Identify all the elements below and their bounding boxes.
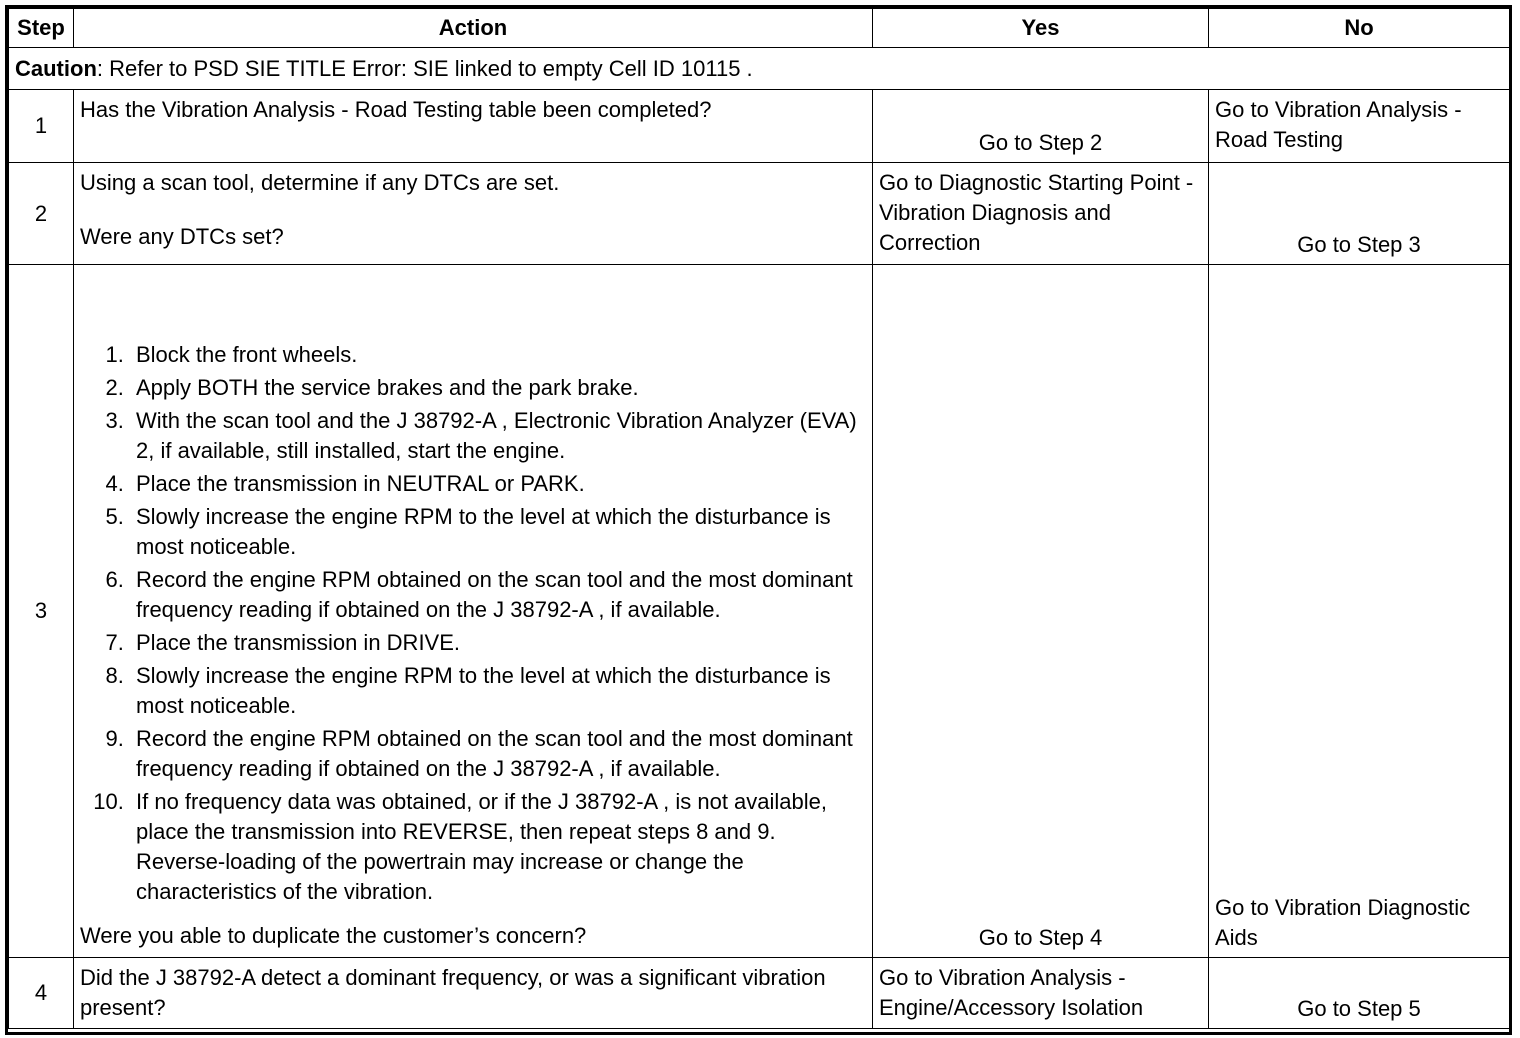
table-row <box>9 265 1510 958</box>
no-cell: Go to Step 5 <box>1209 958 1510 1029</box>
action-question: Were you able to duplicate the customer’s concern? <box>80 923 587 948</box>
table-row <box>9 90 1510 163</box>
no-cell: Go to Step 3 <box>1209 163 1510 265</box>
yes-cell: Go to Diagnostic Starting Point - Vibration Diagnosis and Correction <box>873 163 1209 265</box>
list-item: 10. If no frequency data was obtained, or if the J 38792-A , is not available, place the transmission into REVERSE, then repeat steps 8 and 9. Reverse-loading of the powertrain may increase or change the characteristics of the vibration. <box>130 787 866 907</box>
list-item: 8. Slowly increase the engine RPM to the level at which the disturbance is most noticeable. <box>130 661 866 721</box>
list-item: 2. Apply BOTH the service brakes and the park brake. <box>130 373 866 403</box>
yes-cell: Go to Step 2 <box>873 90 1209 163</box>
header-no: No <box>1209 9 1510 48</box>
list-item: 9. Record the engine RPM obtained on the scan tool and the most dominant frequency reading if obtained on the J 38792-A , if available. <box>130 724 866 784</box>
list-item: 1. Block the front wheels. <box>130 340 866 370</box>
header-yes: Yes <box>873 9 1209 48</box>
step-number: 4 <box>9 958 74 1029</box>
spacer <box>80 198 866 222</box>
diagnostic-table <box>8 8 1510 1029</box>
no-cell: Go to Vibration Diagnostic Aids <box>1209 265 1510 958</box>
caution-text: : Refer to PSD SIE TITLE Error: SIE linked to empty Cell ID 10115 . <box>96 55 753 81</box>
action-text: Using a scan tool, determine if any DTCs are set. <box>80 170 560 195</box>
list-item: 3. With the scan tool and the J 38792-A , Electronic Vibration Analyzer (EVA) 2, if available, still installed, start the engine. <box>130 406 866 466</box>
table-row <box>9 163 1510 265</box>
table-row <box>9 958 1510 1029</box>
list-item: 4. Place the transmission in NEUTRAL or PARK. <box>130 469 866 499</box>
procedure-list <box>80 340 866 907</box>
diagnostic-table-frame <box>5 5 1512 1035</box>
action-question: Were any DTCs set? <box>80 224 284 249</box>
step-number: 3 <box>9 265 74 958</box>
no-cell: Go to Vibration Analysis - Road Testing <box>1209 90 1510 163</box>
action-cell: Did the J 38792-A detect a dominant frequency, or was a significant vibration present? <box>74 958 873 1029</box>
yes-cell: Go to Vibration Analysis - Engine/Accessory Isolation <box>873 958 1209 1029</box>
step-number: 1 <box>9 90 74 163</box>
caution-row <box>9 48 1510 90</box>
header-step: Step <box>9 9 74 48</box>
list-item: 6. Record the engine RPM obtained on the scan tool and the most dominant frequency reading if obtained on the J 38792-A , if available. <box>130 565 866 625</box>
list-item: 5. Slowly increase the engine RPM to the level at which the disturbance is most noticeable. <box>130 502 866 562</box>
caution-cell <box>9 48 1510 90</box>
action-cell <box>74 265 873 958</box>
header-action: Action <box>74 9 873 48</box>
list-item: 7. Place the transmission in DRIVE. <box>130 628 866 658</box>
action-cell: Has the Vibration Analysis - Road Testing table been completed? <box>74 90 873 163</box>
header-row <box>9 9 1510 48</box>
step-number: 2 <box>9 163 74 265</box>
caution-label: Caution <box>15 55 97 81</box>
yes-cell: Go to Step 4 <box>873 265 1209 958</box>
action-cell <box>74 163 873 265</box>
